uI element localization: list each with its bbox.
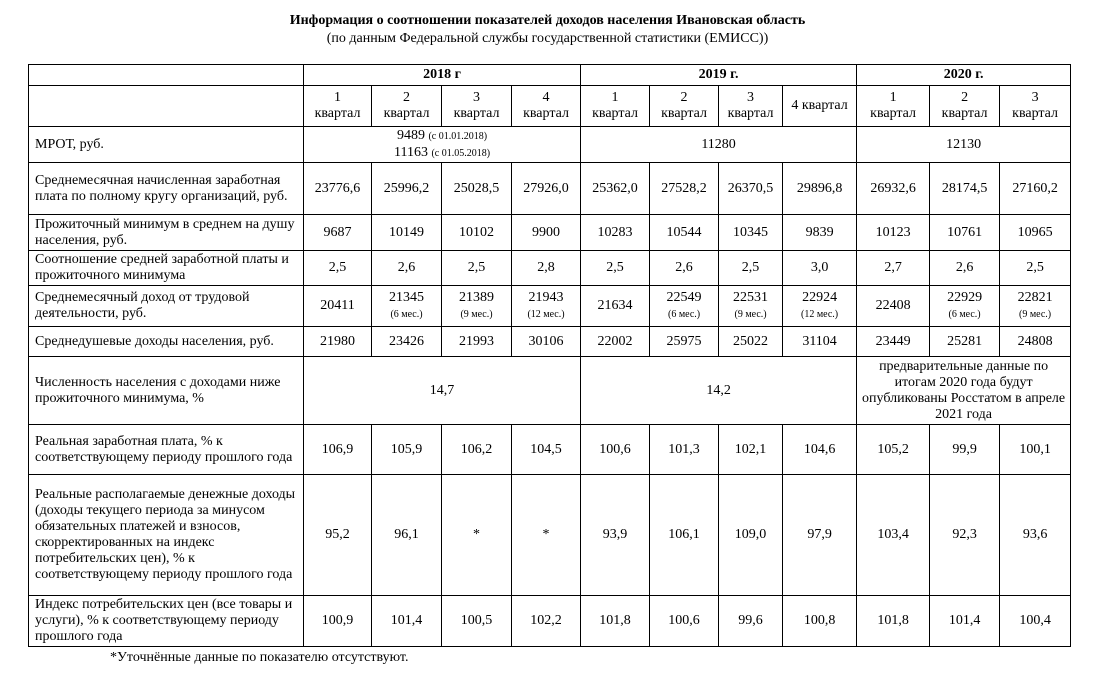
poverty-2018-cell: 14,7 <box>304 357 581 425</box>
row-poverty <box>29 357 1071 425</box>
value-cell-with-note: 21389 (9 мес.) <box>442 286 512 327</box>
value-cell: 2,5 <box>719 251 783 286</box>
value-cell: 10544 <box>650 215 719 251</box>
value-cell: 96,1 <box>372 475 442 596</box>
mrot-2020-cell: 12130 <box>857 127 1071 163</box>
value-cell: * <box>442 475 512 596</box>
row-salary <box>29 163 1071 215</box>
quarter-header-2018-q4: 4 квартал <box>512 86 581 127</box>
value-cell: 10123 <box>857 215 930 251</box>
value-cell: 102,2 <box>512 596 581 647</box>
row-label-real-disposable: Реальные располагаемые денежные доходы (доходы текущего периода за минусом обязательных платежей и взносов, скорректированных на индекс потребительских цен), % к соответствующему периоду прошлого года <box>29 475 304 596</box>
value-cell: 28174,5 <box>930 163 1000 215</box>
mrot-2018-note-1: (с 01.01.2018) <box>428 130 488 142</box>
value-cell: 29896,8 <box>783 163 857 215</box>
value-cell: 2,6 <box>372 251 442 286</box>
value-cell: 25975 <box>650 327 719 357</box>
value-cell: 2,5 <box>304 251 372 286</box>
value-cell: 23449 <box>857 327 930 357</box>
value-cell: 105,2 <box>857 425 930 475</box>
quarter-header-2020-q2: 2 квартал <box>930 86 1000 127</box>
quarter-header-2019-q2: 2 квартал <box>650 86 719 127</box>
header-corner-2 <box>29 86 304 127</box>
header-corner <box>29 65 304 86</box>
value-cell: 102,1 <box>719 425 783 475</box>
value-cell: 3,0 <box>783 251 857 286</box>
value-cell: 101,8 <box>581 596 650 647</box>
value-cell: 22408 <box>857 286 930 327</box>
value-cell: 104,5 <box>512 425 581 475</box>
value-cell: 10102 <box>442 215 512 251</box>
mrot-2018-note-2: (с 01.05.2018) <box>431 147 491 159</box>
row-label-poverty: Численность населения с доходами ниже прожиточного минимума, % <box>29 357 304 425</box>
value-cell: 2,6 <box>930 251 1000 286</box>
value-cell: 101,4 <box>930 596 1000 647</box>
row-label-per-capita: Среднедушевые доходы населения, руб. <box>29 327 304 357</box>
value-cell: 9839 <box>783 215 857 251</box>
period-note: (6 мес.) <box>390 308 423 320</box>
quarter-header-2020-q3: 3 квартал <box>1000 86 1071 127</box>
value-cell: 100,6 <box>581 425 650 475</box>
footnote: *Уточнённые данные по показателю отсутствуют. <box>110 650 409 665</box>
value-cell-with-note: 22531 (9 мес.) <box>719 286 783 327</box>
document-subtitle: (по данным Федеральной службы государственной статистики (ЕМИСС)) <box>326 31 769 46</box>
value-cell: 26932,6 <box>857 163 930 215</box>
value-cell: 2,8 <box>512 251 581 286</box>
value-cell: 106,1 <box>650 475 719 596</box>
quarter-header-row <box>29 86 1071 127</box>
value-cell: 101,4 <box>372 596 442 647</box>
document-title: Информация о соотношении показателей доходов населения Ивановская область <box>289 13 806 28</box>
value-cell: 2,5 <box>1000 251 1071 286</box>
row-mrot <box>29 127 1071 163</box>
row-label-subsistence: Прожиточный минимум в среднем на душу населения, руб. <box>29 215 304 251</box>
year-2020-header: 2020 г. <box>857 65 1071 86</box>
value-cell: 21993 <box>442 327 512 357</box>
mrot-2018-value-1: 9489 <box>396 127 425 143</box>
row-label-real-wage: Реальная заработная плата, % к соответствующему периоду прошлого года <box>29 425 304 475</box>
value-cell: 106,9 <box>304 425 372 475</box>
value-cell: 21634 <box>581 286 650 327</box>
value-cell: 23776,6 <box>304 163 372 215</box>
value-cell: 100,8 <box>783 596 857 647</box>
value-cell-with-note: 22821 (9 мес.) <box>1000 286 1071 327</box>
quarter-header-2020-q1: 1 квартал <box>857 86 930 127</box>
value-cell: 25028,5 <box>442 163 512 215</box>
value-cell: 27528,2 <box>650 163 719 215</box>
value-cell-with-note: 22924 (12 мес.) <box>783 286 857 327</box>
value-cell: 104,6 <box>783 425 857 475</box>
value-cell-with-note: 21345 (6 мес.) <box>372 286 442 327</box>
value-cell: 27160,2 <box>1000 163 1071 215</box>
value-cell: 25022 <box>719 327 783 357</box>
row-label-cpi: Индекс потребительских цен (все товары и услуги), % к соответствующему периоду прошлого года <box>29 596 304 647</box>
value-cell: 9687 <box>304 215 372 251</box>
value-cell: 30106 <box>512 327 581 357</box>
period-note: (12 мес.) <box>801 308 839 320</box>
value-cell: 10345 <box>719 215 783 251</box>
year-2018-header: 2018 г <box>304 65 581 86</box>
value-cell: 100,4 <box>1000 596 1071 647</box>
value-cell: 106,2 <box>442 425 512 475</box>
period-note: (9 мес.) <box>1019 308 1052 320</box>
value-cell: 25996,2 <box>372 163 442 215</box>
value-cell: 27926,0 <box>512 163 581 215</box>
period-note: (9 мес.) <box>734 308 767 320</box>
period-note: (12 мес.) <box>527 308 565 320</box>
period-note: (6 мес.) <box>948 308 981 320</box>
quarter-header-2018-q1: 1 квартал <box>304 86 372 127</box>
period-note: (6 мес.) <box>667 308 701 320</box>
value-cell: 100,6 <box>650 596 719 647</box>
mrot-2018-cell <box>304 127 581 163</box>
value-cell: 22002 <box>581 327 650 357</box>
row-labor-income <box>29 286 1071 327</box>
value-cell: 25362,0 <box>581 163 650 215</box>
quarter-header-2019-q1: 1 квартал <box>581 86 650 127</box>
row-ratio <box>29 251 1071 286</box>
value-cell: 97,9 <box>783 475 857 596</box>
poverty-2019-cell: 14,2 <box>581 357 857 425</box>
row-real-wage <box>29 425 1071 475</box>
value-cell: 21980 <box>304 327 372 357</box>
value-cell-with-note: 22549 (6 мес.) <box>650 286 719 327</box>
year-2019-header: 2019 г. <box>581 65 857 86</box>
value-cell: 10283 <box>581 215 650 251</box>
quarter-header-2018-q3: 3 квартал <box>442 86 512 127</box>
value-cell: 2,7 <box>857 251 930 286</box>
value-cell: 99,9 <box>930 425 1000 475</box>
document-title-block <box>0 12 1095 48</box>
income-indicators-table <box>28 64 1071 647</box>
row-label-ratio: Соотношение средней заработной платы и прожиточного минимума <box>29 251 304 286</box>
value-cell: 2,5 <box>442 251 512 286</box>
row-label-mrot: МРОТ, руб. <box>29 127 304 163</box>
row-per-capita <box>29 327 1071 357</box>
value-cell: 100,9 <box>304 596 372 647</box>
value-cell: 101,8 <box>857 596 930 647</box>
value-cell: 24808 <box>1000 327 1071 357</box>
row-cpi <box>29 596 1071 647</box>
value-cell: 92,3 <box>930 475 1000 596</box>
value-cell-with-note: 21943 (12 мес.) <box>512 286 581 327</box>
value-cell: 99,6 <box>719 596 783 647</box>
period-note: (9 мес.) <box>460 308 493 320</box>
value-cell: 2,5 <box>581 251 650 286</box>
year-header-row <box>29 65 1071 86</box>
value-cell: 101,3 <box>650 425 719 475</box>
mrot-2018-value-2: 11163 <box>393 144 428 160</box>
value-cell: * <box>512 475 581 596</box>
value-cell: 95,2 <box>304 475 372 596</box>
row-subsistence <box>29 215 1071 251</box>
quarter-header-2018-q2: 2 квартал <box>372 86 442 127</box>
value-cell: 103,4 <box>857 475 930 596</box>
value-cell: 10149 <box>372 215 442 251</box>
value-cell: 105,9 <box>372 425 442 475</box>
value-cell: 93,9 <box>581 475 650 596</box>
value-cell: 26370,5 <box>719 163 783 215</box>
row-label-labor-income: Среднемесячный доход от трудовой деятельности, руб. <box>29 286 304 327</box>
value-cell: 100,5 <box>442 596 512 647</box>
value-cell-with-note: 22929 (6 мес.) <box>930 286 1000 327</box>
value-cell: 23426 <box>372 327 442 357</box>
row-label-salary: Среднемесячная начисленная заработная плата по полному кругу организаций, руб. <box>29 163 304 215</box>
value-cell: 9900 <box>512 215 581 251</box>
quarter-header-2019-q4: 4 квартал <box>783 86 857 127</box>
value-cell: 93,6 <box>1000 475 1071 596</box>
value-cell: 31104 <box>783 327 857 357</box>
quarter-header-2019-q3: 3 квартал <box>719 86 783 127</box>
value-cell: 25281 <box>930 327 1000 357</box>
value-cell: 10965 <box>1000 215 1071 251</box>
value-cell: 109,0 <box>719 475 783 596</box>
value-cell: 2,6 <box>650 251 719 286</box>
value-cell: 20411 <box>304 286 372 327</box>
value-cell: 100,1 <box>1000 425 1071 475</box>
poverty-2020-note-cell: предварительные данные по итогам 2020 года будут опубликованы Росстатом в апреле 2021 года <box>857 357 1071 425</box>
row-real-disposable <box>29 475 1071 596</box>
mrot-2019-cell: 11280 <box>581 127 857 163</box>
value-cell: 10761 <box>930 215 1000 251</box>
